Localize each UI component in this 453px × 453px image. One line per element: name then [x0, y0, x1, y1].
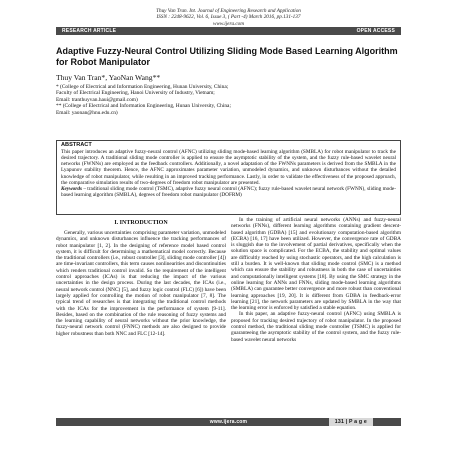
paper-title: Adaptive Fuzzy-Neural Control Utilizing Sliding Mode Based Learning Algorithm for Robot Manipulator — [56, 46, 398, 67]
affiliation-line: ** (College of Electrical and Information Engineering, Hunan University, China; — [56, 103, 231, 110]
body-paragraph: In this paper, an adaptive fuzzy-neural control (AFNC) using SMBLA is proposed for tracking desired trajectory of robot manipulator. In the proposed control method, the traditional sliding mode controller (TSMC) is applied for guaranteeing the asymptotic stability of the control system, and the fuzzy rule-based wavelet neural networks — [231, 311, 401, 343]
research-article-label: RESEARCH ARTICLE — [62, 28, 117, 35]
right-column — [231, 217, 401, 343]
introduction-heading: I. INTRODUCTION — [114, 220, 168, 226]
affiliation-line: Email: tranthuyvan.haui@gmail.com) — [56, 96, 138, 103]
affiliation-line: * (College of Electrical and Information Engineering, Hunan University, China; — [56, 84, 229, 90]
left-column — [56, 217, 226, 337]
open-access-label: OPEN ACCESS — [356, 28, 395, 35]
abstract-heading: ABSTRACT — [61, 142, 92, 148]
keywords-text: – traditional sliding mode control (TSMC), adaptive fuzzy neural control (AFNC); fuzzy rule-based wavelet neural network (FWNN), sliding mode-based learning algorithm (SMBLA), degrees of freedom robot manipulator (DOFRM) — [61, 186, 396, 199]
running-header-line2: ISSN : 2248-9622, Vol. 6, Issue 3, ( Part -4) March 2016, pp.131-137 — [156, 14, 301, 21]
running-header — [56, 8, 401, 27]
running-header-www: www.ijera.com — [212, 20, 245, 27]
abstract-box — [56, 140, 401, 215]
keywords — [61, 186, 396, 199]
footer-website: www.ijera.com — [209, 419, 248, 426]
intro-paragraph: Generally, various uncertainties comprising parameter variation, unmodeled dynamics, and unknown disturbances influence the tracking performances of robot manipulator [1, 2]. In the designing of reference model based control system, it is difficult for determining a mathematical model correctly. Because the traditional controllers (i.e., robust controller [3], sliding mode controller [4]) are time-invariant controllers, this term causes nonlinearities and discontinuities which renders traditional control invalid. So the requirement of the intelligent control approaches (ICAs) is that reducing the impact of the various uncertainties in the design process. During the last decades, the ICAs (i.e., neural network control (NNC) [5], and fuzzy logic control (FLC) [6]) have been largely applied for controlling the motion of robot manipulator [7, 8]. The typical trend of researches is that integrating the traditional control methods with the ICAs for the improvement in the performance of system [9-11]. Besides, based on the combination of the rule reasoning of fuzzy systems and the learning capability of neural networks without the prior knowledge, the fuzzy-neural network control (FNNC) methods are also designed to provide higher robustness than both NNC and FLC [12-14]. — [56, 230, 226, 337]
keywords-label: Keywords — [61, 186, 82, 193]
affiliation-line: Email: yaonan@hnu.edu.cn) — [56, 109, 118, 116]
abstract-text: This paper introduces an adaptive fuzzy-neural control (AFNC) utilizing sliding mode-based learning algorithm (SMBLA) for robot manipulator to track the desired trajectory. A traditional sliding mode controller is applied to ensure the asymptotic stability of the system, and the fuzzy rule-based wavelet neural networks (FWNNs) are employed as the feedback controllers. Additionally, a novel adaptation of the FWNNs parameters is derived from the SMBLA in the Lyapunov stability theorem. Hence, the AFNC approximates parameter variation, unmodeled dynamics, and unknown disturbances without the detailed knowledge of robot manipulator, while resulting in an improved tracking performance. Lastly, in order to validate the effectiveness of the proposed approach, the comparative simulation results of two-degrees of freedom robot manipulator are presented. — [61, 148, 396, 186]
affiliation-line: Faculty of Electrical Engineering, Hanoi University of Industry, Vietnam; — [56, 90, 215, 97]
body-paragraph: In the training of artificial neural networks (ANNs) and fuzzy-neural networks (FNNs), different learning algorithms containing gradient descent-based algorithm (GDBA) [15] and evolutionary computation-based algorithm (ECBA) [16, 17] have been utilized. However, the convergence rate of GDBA is sluggish due to the involvement of partial derivatives, specifically when the solution space is complicated. For the ECBA, the stability and optimal values are difficultly reached by using stochastic operators, and the high calculation is still a burden. It is well-known that sliding mode control (SMC) is a method which can ensure the stability and robustness in both the case of uncertainties and computationally intelligent systems [18]. By using the SMC strategy in the online learning for ANNs and FNNs, sliding mode-based learning algorithms (SMBLA) can guarantee better convergence and more robust than conventional learning approaches [19, 20]. It is different from GDBA in feedback-error learning [21], the network parameters are updated by SMBLA in the way that the learning error is enforced by satisfied a stable equation. — [231, 217, 401, 312]
page-number: 131 | P a g e — [329, 418, 373, 426]
footer-bar — [56, 418, 401, 426]
affiliations — [56, 84, 401, 116]
running-header-line1: Thuy Van Tran. Int. Journal of Engineering Research and Application — [156, 8, 301, 14]
article-type-bar — [56, 27, 401, 35]
authors: Thuy Van Tran*, YaoNan Wang** — [56, 73, 161, 82]
